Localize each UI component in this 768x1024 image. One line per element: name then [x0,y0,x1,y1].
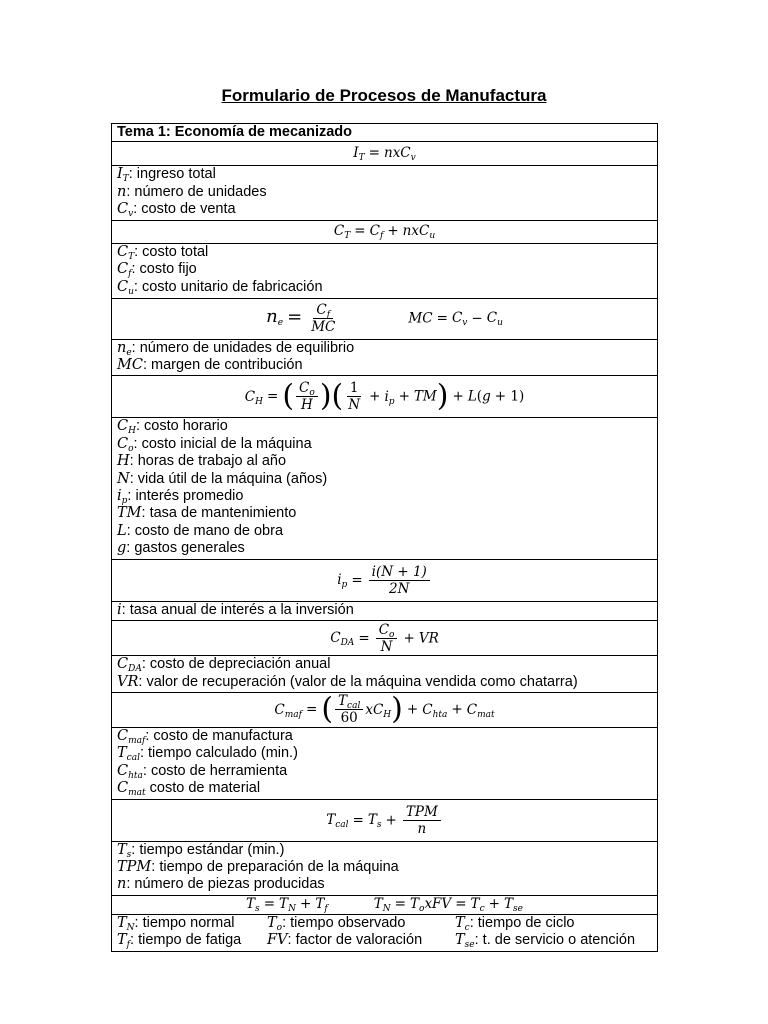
def-ip: $i_p$: interés promedio [117,488,244,507]
def-cmaf: $C_{maf}$: costo de manufactura [117,727,293,746]
def-npz: n: número de piezas producidas [117,876,325,893]
formula-ingreso-total: $I_T = nxC_v$ [112,142,658,166]
def-tc: $T_c$: tiempo de ciclo [455,914,575,933]
def-to: $T_o$: tiempo observado [267,914,406,933]
def-chta: $C_{hta}$: costo de herramienta [117,762,288,781]
def-cda: $C_{DA}$: costo de depreciación anual [117,656,331,675]
defs-manufactura [112,727,658,799]
formula-costo-horario: $C_H$ = ( $\frac{C_o}{H}$ )( $\frac{1}{N}$ + $i_p + TM) + L(g + 1)$ [112,376,658,418]
def-tm: TM: tasa de mantenimiento [117,505,297,522]
defs-depreciacion [112,656,658,693]
def-ne: $n_e$: número de unidades de equilibrio [117,339,355,358]
defs-costo-horario [112,418,658,559]
def-i: i: tasa anual de interés a la inversión [117,601,354,618]
formula-table [111,123,658,952]
def-tse: $T_{se}$: t. de servicio o atención [455,932,636,951]
def-cmat: $C_{mat}$ costo de material [117,780,261,799]
formula-equilibrio: $n_e$ = $\frac{C_f}{MC}$ MC = $C_v - C_u$ [112,298,658,339]
def-n: n: número de unidades [117,183,267,200]
def-ct: $C_T$: costo total [117,244,209,263]
def-ts: $T_s$: tiempo estándar (min.) [117,841,285,860]
def-cf: $C_f$: costo fijo [117,261,197,280]
defs-tiempos-row2 [117,932,652,949]
formula-costo-manufactura: $C_{maf}$ = ( $\frac{T_{cal}}{60}$ $xC_H) + C_{hta} + C_{mat}$ [112,692,658,727]
formula-costo-total: $C_T = C_f + nxC_u$ [112,220,658,243]
def-co: $C_o$: costo inicial de la máquina [117,435,312,454]
formula-tiempo-estandar: $T_s = T_N + T_f$ $T_N = T_oxFV = T_c + T_{se}$ [112,895,658,914]
def-tpm: TPM: tiempo de preparación de la máquina [117,858,399,875]
defs-interes [112,601,658,620]
defs-tiempos [112,914,658,951]
def-g: g: gastos generales [117,540,245,557]
def-ch: $C_H$: costo horario [117,418,228,437]
defs-tiempo-calculado [112,841,658,895]
defs-tiempos-row1 [117,915,652,932]
def-tcal: $T_{cal}$: tiempo calculado (min.) [117,745,298,764]
def-l: L: costo de mano de obra [117,522,284,539]
def-tn: $T_N$: tiempo normal [117,914,235,933]
def-mc: MC: margen de contribución [117,357,303,374]
def-fv: FV: factor de valoración [267,932,423,949]
def-it: $I_T$: ingreso total [117,166,216,185]
formula-tiempo-calculado: $T_{cal} = T_s$ + $\frac{\text{TPM}}{n}$ [112,799,658,841]
def-cu: $C_u$: costo unitario de fabricación [117,278,323,297]
section-title: Tema 1: Economía de mecanizado [112,124,658,142]
formula-depreciacion: $C_{DA}$ = $\frac{C_o}{N}$ + VR [112,621,658,656]
page-title: Formulario de Procesos de Manufactura [221,86,547,105]
def-nn: N: vida útil de la máquina (años) [117,470,328,487]
def-cv: $C_v$: costo de venta [117,201,236,220]
defs-equilibrio [112,339,658,376]
def-h: H: horas de trabajo al año [117,453,287,470]
def-tf: $T_f$: tiempo de fatiga [117,932,242,951]
formula-interes-promedio: $i_p$ = $\frac{i(N + 1)}{2N}$ [112,559,658,601]
def-vr: VR: valor de recuperación (valor de la máquina vendida como chatarra) [117,673,578,690]
defs-ingreso [112,166,658,220]
defs-costo-total [112,243,658,298]
